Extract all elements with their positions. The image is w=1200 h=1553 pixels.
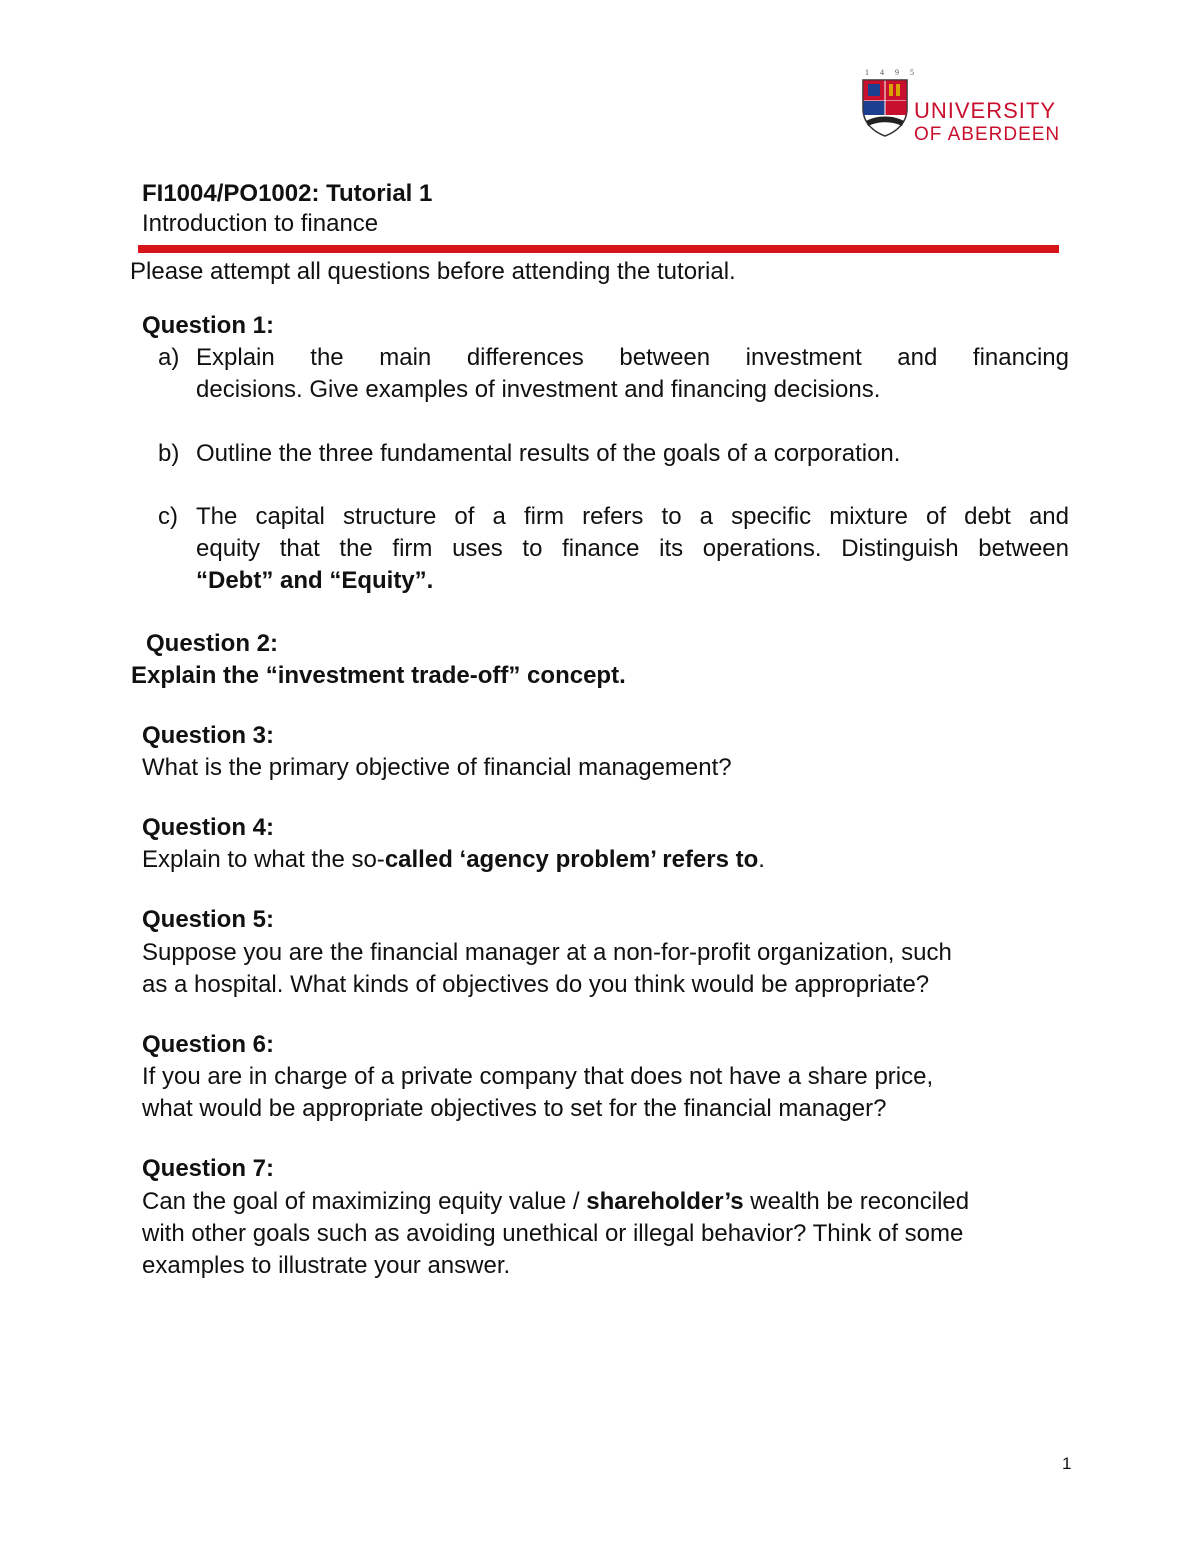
question-1c-label: c) [158,503,178,530]
page-number: 1 [1062,1454,1072,1473]
question-1b-line: Outline the three fundamental results of the goals of a corporation. [196,440,901,467]
question-4-text-emphasis: called ‘agency problem’ refers to [384,846,759,873]
question-6-heading: Question 6: [142,1031,275,1058]
document-title: FI1004/PO1002: Tutorial 1 [142,180,433,207]
university-logo [862,68,1062,150]
question-7-line: examples to illustrate your answer. [142,1252,511,1279]
question-4-heading: Question 4: [142,814,275,841]
question-7-text-part: wealth be reconciled [743,1188,970,1215]
question-1a-line: decisions. Give examples of investment and financing decisions. [196,376,881,403]
question-4-text-part: Explain to what the so- [142,846,385,873]
question-7-line: with other goals such as avoiding unethical or illegal behavior? Think of some [142,1220,964,1247]
question-3-heading: Question 3: [142,722,275,749]
logo-name-line1: UNIVERSITY [914,98,1057,123]
question-4-text-part: . [758,846,765,873]
question-1-heading: Question 1: [142,312,275,339]
question-6-line: what would be appropriate objectives to set for the financial manager? [142,1095,887,1122]
question-1a-label: a) [158,344,180,371]
instruction-text: Please attempt all questions before attending the tutorial. [130,258,736,285]
question-7-text-emphasis: shareholder’s [586,1188,744,1215]
question-4-text [142,844,765,876]
question-7-heading: Question 7: [142,1155,275,1182]
logo-year: 1495 [865,68,925,77]
question-1a-line: Explain the main differences between investment and financing [196,344,1069,371]
logo-name-line2: OF ABERDEEN [914,124,1061,145]
document-subtitle: Introduction to finance [142,210,379,237]
question-2-heading: Question 2: [146,630,279,657]
question-1b-label: b) [158,440,180,467]
question-3-text: What is the primary objective of financial management? [142,754,732,781]
header-divider [138,245,1059,253]
question-6-line: If you are in charge of a private company that does not have a share price, [142,1063,934,1090]
question-1c-line: equity that the firm uses to finance its operations. Distinguish between [196,535,1069,562]
question-5-line: Suppose you are the financial manager at a non-for-profit organization, such [142,939,952,966]
question-2-text: Explain the “investment trade-off” concept. [131,662,626,689]
question-7-text-part: Can the goal of maximizing equity value / [142,1188,587,1215]
crest-icon [862,79,908,137]
question-1c-line: The capital structure of a firm refers to a specific mixture of debt and [196,503,1069,530]
question-5-line: as a hospital. What kinds of objectives do you think would be appropriate? [142,971,930,998]
question-7-line [142,1186,969,1218]
question-5-heading: Question 5: [142,906,275,933]
question-1c-line: “Debt” and “Equity”. [196,567,434,594]
